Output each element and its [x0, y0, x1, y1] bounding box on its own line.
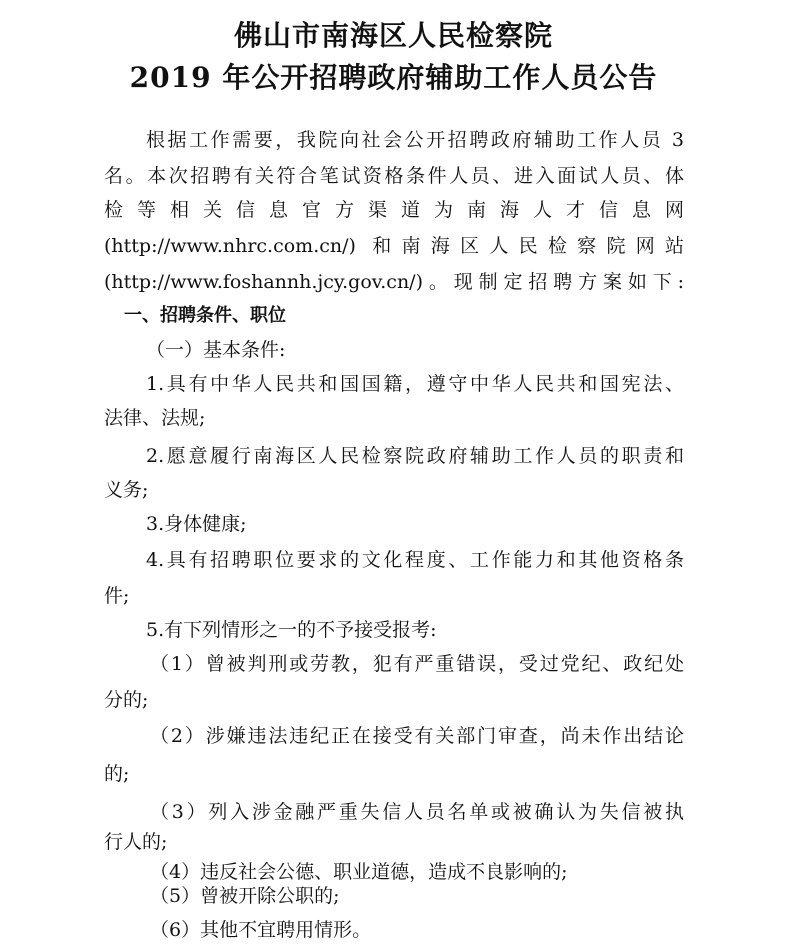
item-2-line-1: 2.愿意履行南海区人民检察院政府辅助工作人员的职责和	[146, 445, 684, 467]
subsection-heading: （一）基本条件:	[146, 339, 286, 361]
subitem-1-line-2: 分的;	[104, 689, 149, 711]
item-4-line-2: 件;	[104, 585, 130, 607]
subitem-1-line-1: （1）曾被判刑或劳教，犯有严重错误，受过党纪、政纪处	[150, 653, 684, 675]
subitem-2-line-1: （2）涉嫌违法违纪正在接受有关部门审查，尚未作出结论	[150, 725, 684, 747]
subitem-6-line-1: （6）其他不宜聘用情形。	[150, 919, 372, 941]
item-1-line-2: 法律、法规;	[104, 407, 206, 429]
document-title-line1: 佛山市南海区人民检察院	[233, 19, 553, 52]
intro-line-3: 检等相关信息官方渠道为南海人才信息网	[104, 199, 684, 221]
item-3-line-1: 3.身体健康;	[146, 513, 247, 535]
subitem-2-line-2: 的;	[104, 763, 130, 785]
item-2-line-2: 义务;	[104, 479, 149, 501]
intro-line-4: (http://www.nhrc.com.cn/) 和南海区人民检察院网站	[104, 235, 684, 257]
subitem-5-line-1: （5）曾被开除公职的;	[150, 885, 340, 907]
item-5-line-1: 5.有下列情形之一的不予接受报考:	[146, 619, 437, 641]
subitem-3-line-1: （3）列入涉金融严重失信人员名单或被确认为失信被执	[150, 801, 684, 823]
intro-line-5: (http://www.foshannh.jcy.gov.cn/)。现制定招聘方案如下:	[104, 271, 684, 293]
document-title-line2: 2019 年公开招聘政府辅助工作人员公告	[129, 61, 658, 94]
intro-line-1: 根据工作需要，我院向社会公开招聘政府辅助工作人员 3	[146, 129, 684, 151]
subitem-3-line-2: 行人的;	[104, 831, 168, 853]
subitem-4-line-1: （4）违反社会公德、职业道德，造成不良影响的;	[150, 861, 568, 883]
item-1-line-1: 1.具有中华人民共和国国籍，遵守中华人民共和国宪法、	[146, 373, 684, 395]
item-4-line-1: 4.具有招聘职位要求的文化程度、工作能力和其他资格条	[146, 549, 684, 571]
section-heading: 一、招聘条件、职位	[124, 305, 286, 326]
intro-line-2: 名。本次招聘有关符合笔试资格条件人员、进入面试人员、体	[104, 165, 684, 187]
